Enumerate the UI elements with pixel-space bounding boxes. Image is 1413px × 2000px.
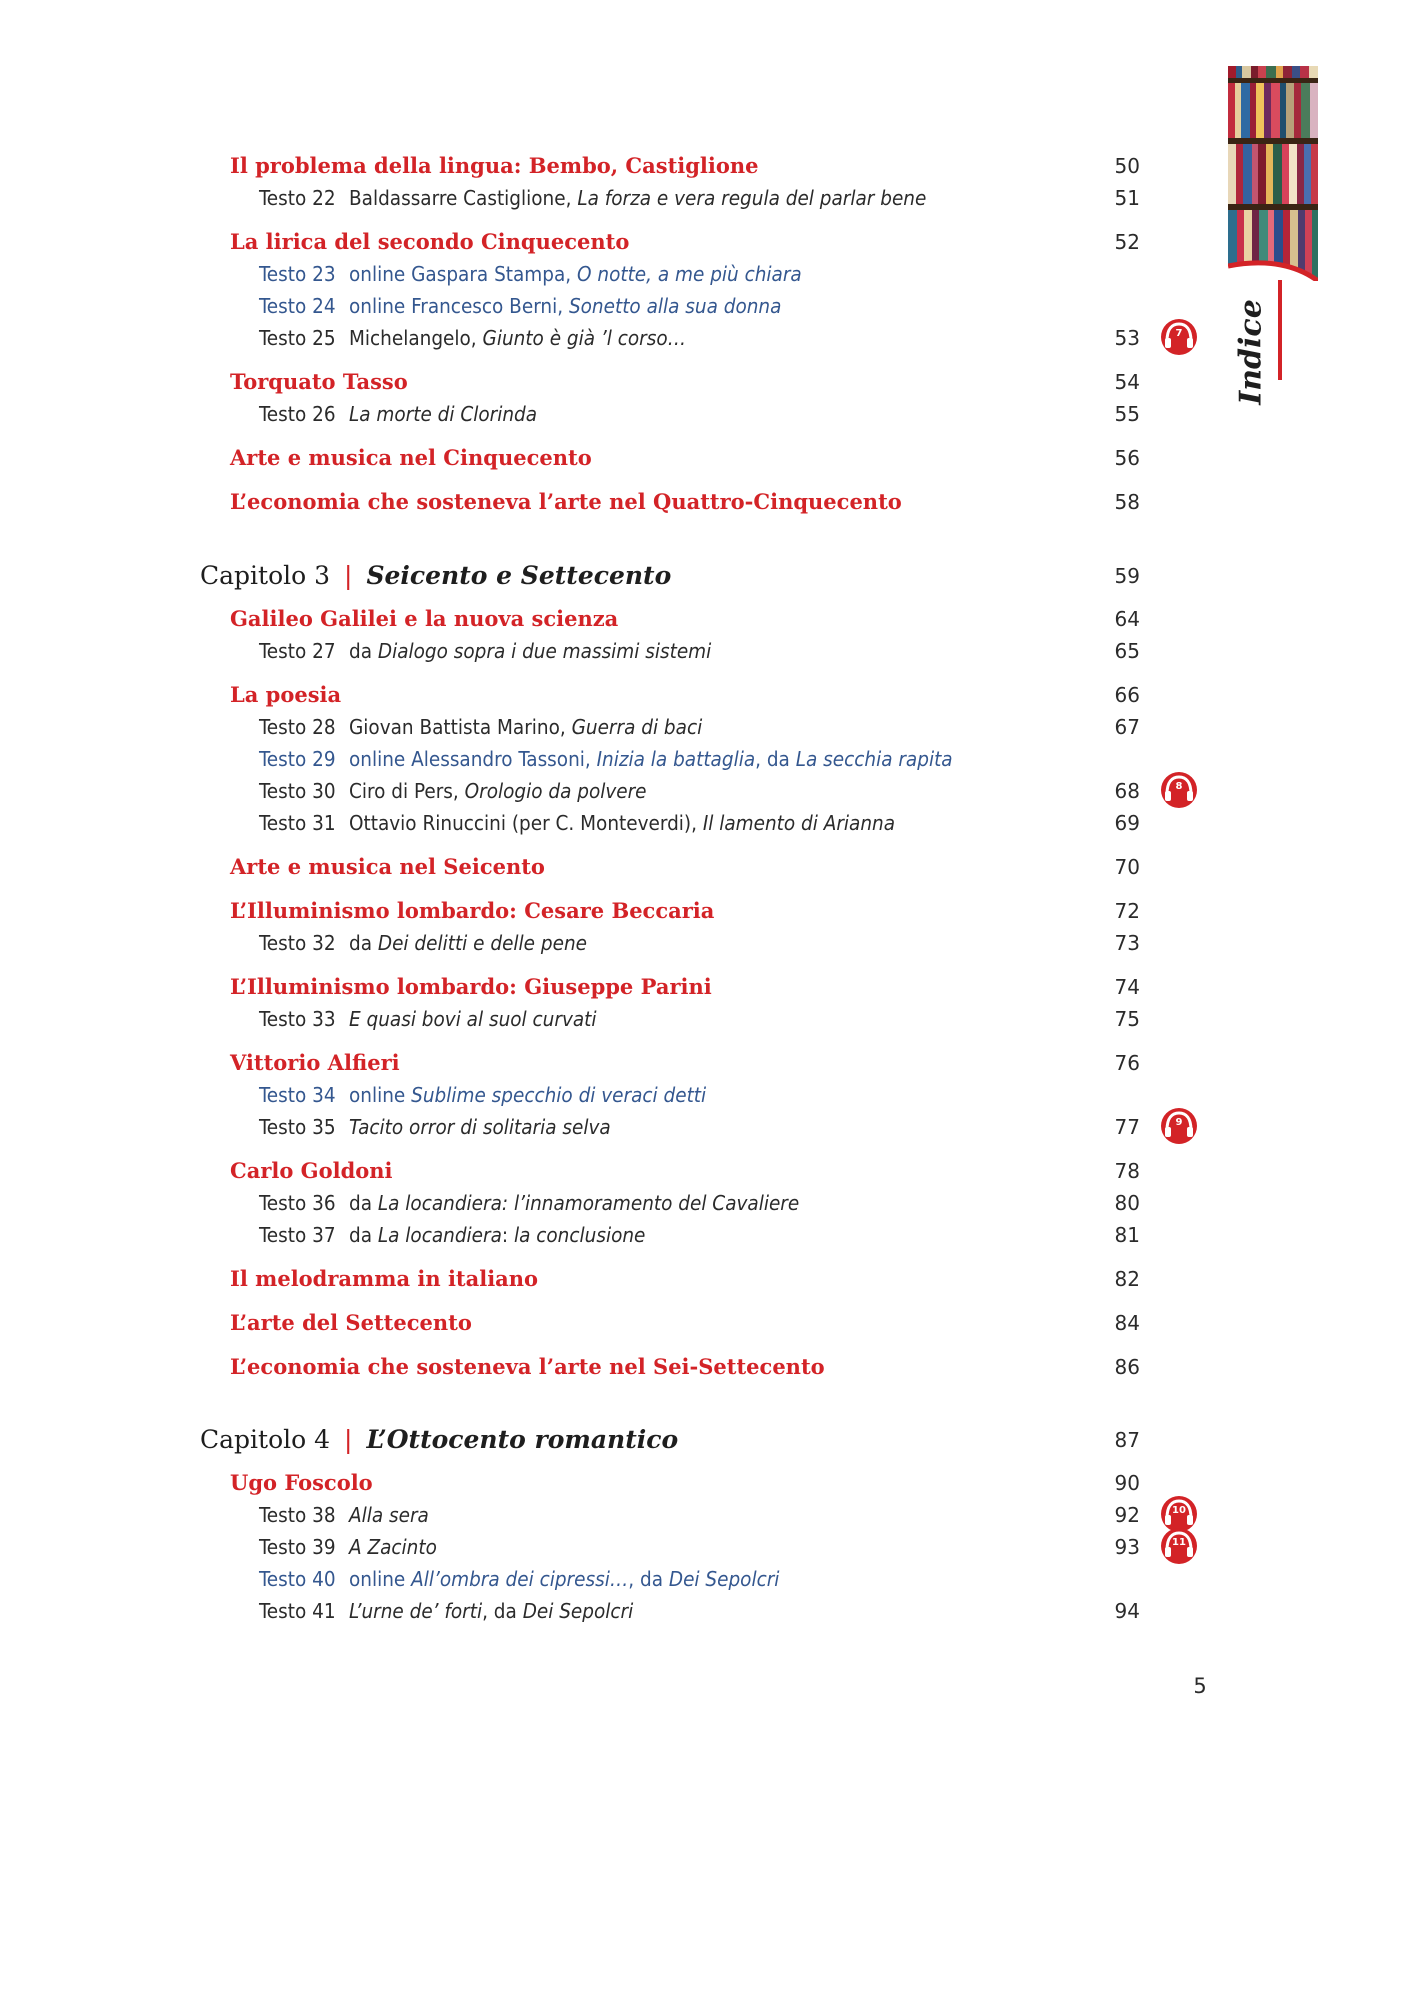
text-entry-label bbox=[259, 1111, 611, 1143]
text-code: Testo 24 bbox=[259, 294, 336, 318]
toc-section-entry[interactable] bbox=[0, 1351, 1413, 1383]
text-code: Testo 36 bbox=[259, 1191, 336, 1215]
section-title: Vittorio Alfieri bbox=[230, 1050, 400, 1075]
page-ref: 59 bbox=[1114, 564, 1140, 588]
headphones-icon[interactable] bbox=[1158, 1526, 1200, 1566]
toc-text-entry[interactable] bbox=[0, 775, 1413, 807]
page-ref: 92 bbox=[1114, 1503, 1140, 1527]
page-ref: 87 bbox=[1114, 1428, 1140, 1452]
text-entry-label bbox=[259, 711, 702, 743]
text-code: Testo 41 bbox=[259, 1599, 336, 1623]
entry-text: , da bbox=[482, 1599, 523, 1623]
entry-text: online Gaspara Stampa, bbox=[349, 262, 578, 286]
text-code: Testo 40 bbox=[259, 1567, 336, 1591]
page-ref: 56 bbox=[1114, 446, 1140, 470]
page-ref: 77 bbox=[1114, 1115, 1140, 1139]
section-title: Torquato Tasso bbox=[230, 369, 408, 394]
headphones-icon[interactable] bbox=[1158, 317, 1200, 357]
page-ref: 78 bbox=[1114, 1159, 1140, 1183]
page-ref: 69 bbox=[1114, 811, 1140, 835]
toc-section-entry[interactable] bbox=[0, 603, 1413, 635]
page-ref: 66 bbox=[1114, 683, 1140, 707]
toc-text-entry[interactable] bbox=[0, 635, 1413, 667]
work-title: Dialogo sopra i due massimi sistemi bbox=[377, 639, 712, 663]
text-code: Testo 29 bbox=[259, 747, 336, 771]
work-title: Dei Sepolcri bbox=[522, 1599, 634, 1623]
text-entry-label bbox=[259, 807, 895, 839]
entry-text: Giovan Battista Marino, bbox=[349, 715, 572, 739]
section-title: Il melodramma in italiano bbox=[230, 1266, 539, 1291]
text-entry-label bbox=[259, 290, 781, 322]
page-ref: 54 bbox=[1114, 370, 1140, 394]
section-title: Ugo Foscolo bbox=[230, 1470, 373, 1495]
work-title: Giunto è già ’l corso… bbox=[482, 326, 687, 350]
entry-text: online bbox=[349, 1083, 412, 1107]
toc-text-entry[interactable] bbox=[0, 1003, 1413, 1035]
work-title: Tacito orror di solitaria selva bbox=[349, 1115, 611, 1139]
chapter-divider: | bbox=[344, 561, 353, 590]
text-entry-label bbox=[259, 927, 587, 959]
section-title: La poesia bbox=[230, 682, 342, 707]
toc-online-text-entry[interactable] bbox=[0, 258, 1413, 290]
work-title: Inizia la battaglia bbox=[596, 747, 756, 771]
section-title: Galileo Galilei e la nuova scienza bbox=[230, 606, 619, 631]
work-title: La locandiera: l’innamoramento del Cavaliere bbox=[377, 1191, 800, 1215]
page-ref: 67 bbox=[1114, 715, 1140, 739]
audio-track-number: 8 bbox=[1175, 781, 1183, 792]
text-entry-label bbox=[259, 1219, 645, 1251]
entry-text: Ciro di Pers, bbox=[349, 779, 465, 803]
toc-section-entry[interactable] bbox=[0, 1047, 1413, 1079]
entry-text: Michelangelo, bbox=[349, 326, 483, 350]
chapter-heading bbox=[200, 1420, 678, 1460]
toc-section-entry[interactable] bbox=[0, 1307, 1413, 1339]
entry-text: , da bbox=[628, 1567, 669, 1591]
audio-track-number: 11 bbox=[1172, 1537, 1186, 1548]
work-title: Orologio da polvere bbox=[464, 779, 647, 803]
toc-text-entry[interactable] bbox=[0, 1531, 1413, 1563]
toc-text-entry[interactable] bbox=[0, 807, 1413, 839]
section-title: Il problema della lingua: Bembo, Castiglione bbox=[230, 153, 759, 178]
page-ref: 65 bbox=[1114, 639, 1140, 663]
text-entry-label bbox=[259, 1187, 799, 1219]
entry-text: online bbox=[349, 1567, 412, 1591]
text-code: Testo 31 bbox=[259, 811, 336, 835]
text-entry-label bbox=[259, 635, 711, 667]
page-ref: 73 bbox=[1114, 931, 1140, 955]
section-title: L’arte del Settecento bbox=[230, 1310, 472, 1335]
toc-section-entry[interactable] bbox=[0, 150, 1413, 182]
toc-text-entry[interactable] bbox=[0, 1499, 1413, 1531]
audio-track-number: 9 bbox=[1175, 1117, 1183, 1128]
work-title: Alla sera bbox=[349, 1503, 429, 1527]
work-title: Guerra di baci bbox=[571, 715, 703, 739]
toc-online-text-entry[interactable] bbox=[0, 1079, 1413, 1111]
page-ref: 93 bbox=[1114, 1535, 1140, 1559]
work-title: Sonetto alla sua donna bbox=[568, 294, 782, 318]
text-code: Testo 25 bbox=[259, 326, 336, 350]
text-code: Testo 35 bbox=[259, 1115, 336, 1139]
page-ref: 84 bbox=[1114, 1311, 1140, 1335]
toc-text-entry[interactable] bbox=[0, 1595, 1413, 1627]
chapter-heading bbox=[200, 556, 671, 596]
text-code: Testo 37 bbox=[259, 1223, 336, 1247]
entry-text: da bbox=[349, 1223, 378, 1247]
toc-text-entry[interactable] bbox=[0, 711, 1413, 743]
entry-text: da bbox=[349, 1191, 378, 1215]
side-tab-label: Indice bbox=[1233, 299, 1269, 405]
toc-chapter-entry[interactable] bbox=[0, 1420, 1413, 1460]
toc-chapter-entry[interactable] bbox=[0, 556, 1413, 596]
text-code: Testo 22 bbox=[259, 186, 336, 210]
chapter-divider: | bbox=[344, 1425, 353, 1454]
toc-text-entry[interactable] bbox=[0, 1111, 1413, 1143]
work-title: Dei Sepolcri bbox=[668, 1567, 780, 1591]
page-ref: 82 bbox=[1114, 1267, 1140, 1291]
section-title: L’Illuminismo lombardo: Cesare Beccaria bbox=[230, 898, 715, 923]
text-code: Testo 33 bbox=[259, 1007, 336, 1031]
chapter-title: Seicento e Settecento bbox=[366, 561, 672, 590]
page-ref: 90 bbox=[1114, 1471, 1140, 1495]
text-entry-label bbox=[259, 775, 647, 807]
work-title: la conclusione bbox=[513, 1223, 646, 1247]
text-code: Testo 34 bbox=[259, 1083, 336, 1107]
toc-text-entry[interactable] bbox=[0, 1219, 1413, 1251]
text-code: Testo 27 bbox=[259, 639, 336, 663]
page-ref: 55 bbox=[1114, 402, 1140, 426]
text-entry-label bbox=[259, 743, 953, 775]
text-code: Testo 26 bbox=[259, 402, 336, 426]
audio-track-number: 10 bbox=[1172, 1505, 1186, 1516]
text-entry-label bbox=[259, 398, 537, 430]
entry-text: online Francesco Berni, bbox=[349, 294, 569, 318]
entry-text: online Alessandro Tassoni, bbox=[349, 747, 597, 771]
work-title: La secchia rapita bbox=[795, 747, 953, 771]
page-ref: 75 bbox=[1114, 1007, 1140, 1031]
toc-section-entry[interactable] bbox=[0, 1467, 1413, 1499]
page-ref: 53 bbox=[1114, 326, 1140, 350]
toc-section-entry[interactable] bbox=[0, 442, 1413, 474]
text-entry-label bbox=[259, 1563, 779, 1595]
toc-text-entry[interactable] bbox=[0, 322, 1413, 354]
page-ref: 72 bbox=[1114, 899, 1140, 923]
entry-text: : bbox=[501, 1223, 514, 1247]
text-code: Testo 23 bbox=[259, 262, 336, 286]
section-title: La lirica del secondo Cinquecento bbox=[230, 229, 630, 254]
page-ref: 76 bbox=[1114, 1051, 1140, 1075]
page-ref: 58 bbox=[1114, 490, 1140, 514]
section-title: L’economia che sosteneva l’arte nel Quattro-Cinquecento bbox=[230, 489, 902, 514]
text-entry-label bbox=[259, 1079, 706, 1111]
text-code: Testo 30 bbox=[259, 779, 336, 803]
entry-text: , da bbox=[755, 747, 796, 771]
entry-text: da bbox=[349, 931, 378, 955]
work-title: L’urne de’ forti bbox=[349, 1599, 483, 1623]
section-title: Carlo Goldoni bbox=[230, 1158, 393, 1183]
section-title: L’economia che sosteneva l’arte nel Sei-Settecento bbox=[230, 1354, 825, 1379]
toc-section-entry[interactable] bbox=[0, 366, 1413, 398]
page-ref: 81 bbox=[1114, 1223, 1140, 1247]
page-ref: 50 bbox=[1114, 154, 1140, 178]
entry-text: Baldassarre Castiglione, bbox=[349, 186, 578, 210]
work-title: A Zacinto bbox=[349, 1535, 437, 1559]
toc-online-text-entry[interactable] bbox=[0, 743, 1413, 775]
toc-text-entry[interactable] bbox=[0, 182, 1413, 214]
work-title: La morte di Clorinda bbox=[349, 402, 538, 426]
toc-section-entry[interactable] bbox=[0, 851, 1413, 883]
section-title: Arte e musica nel Cinquecento bbox=[230, 445, 592, 470]
text-code: Testo 39 bbox=[259, 1535, 336, 1559]
work-title: O notte, a me più chiara bbox=[577, 262, 802, 286]
page-ref: 94 bbox=[1114, 1599, 1140, 1623]
entry-text: Ottavio Rinuccini (per C. Monteverdi), bbox=[349, 811, 703, 835]
page-ref: 74 bbox=[1114, 975, 1140, 999]
chapter-label: Capitolo 3 bbox=[200, 561, 331, 590]
text-entry-label bbox=[259, 1499, 429, 1531]
text-entry-label bbox=[259, 258, 802, 290]
text-entry-label bbox=[259, 1003, 597, 1035]
work-title: La locandiera bbox=[377, 1223, 502, 1247]
page-ref: 70 bbox=[1114, 855, 1140, 879]
section-title: Arte e musica nel Seicento bbox=[230, 854, 545, 879]
work-title: Il lamento di Arianna bbox=[702, 811, 896, 835]
toc-text-entry[interactable] bbox=[0, 398, 1413, 430]
toc-online-text-entry[interactable] bbox=[0, 290, 1413, 322]
toc-section-entry[interactable] bbox=[0, 971, 1413, 1003]
text-entry-label bbox=[259, 182, 926, 214]
toc-text-entry[interactable] bbox=[0, 1187, 1413, 1219]
entry-text: da bbox=[349, 639, 378, 663]
toc-section-entry[interactable] bbox=[0, 486, 1413, 518]
text-entry-label bbox=[259, 322, 686, 354]
work-title: E quasi bovi al suol curvati bbox=[349, 1007, 597, 1031]
toc-section-entry[interactable] bbox=[0, 895, 1413, 927]
page-ref: 80 bbox=[1114, 1191, 1140, 1215]
text-entry-label bbox=[259, 1595, 633, 1627]
text-code: Testo 28 bbox=[259, 715, 336, 739]
audio-track-number: 7 bbox=[1175, 328, 1183, 339]
page-ref: 51 bbox=[1114, 186, 1140, 210]
toc-online-text-entry[interactable] bbox=[0, 1563, 1413, 1595]
page-ref: 86 bbox=[1114, 1355, 1140, 1379]
page-ref: 68 bbox=[1114, 779, 1140, 803]
page-ref: 64 bbox=[1114, 607, 1140, 631]
toc-section-entry[interactable] bbox=[0, 226, 1413, 258]
toc-section-entry[interactable] bbox=[0, 1155, 1413, 1187]
work-title: All’ombra dei cipressi… bbox=[411, 1567, 629, 1591]
headphones-icon[interactable] bbox=[1158, 1106, 1200, 1146]
toc-text-entry[interactable] bbox=[0, 927, 1413, 959]
text-code: Testo 32 bbox=[259, 931, 336, 955]
page-ref: 52 bbox=[1114, 230, 1140, 254]
work-title: Sublime specchio di veraci detti bbox=[411, 1083, 707, 1107]
toc-section-entry[interactable] bbox=[0, 679, 1413, 711]
text-code: Testo 38 bbox=[259, 1503, 336, 1527]
headphones-icon[interactable] bbox=[1158, 770, 1200, 810]
chapter-label: Capitolo 4 bbox=[200, 1425, 331, 1454]
work-title: La forza e vera regula del parlar bene bbox=[577, 186, 927, 210]
section-title: L’Illuminismo lombardo: Giuseppe Parini bbox=[230, 974, 712, 999]
page-number: 5 bbox=[1193, 1674, 1207, 1698]
chapter-title: L’Ottocento romantico bbox=[366, 1425, 679, 1454]
work-title: Dei delitti e delle pene bbox=[377, 931, 587, 955]
text-entry-label bbox=[259, 1531, 437, 1563]
toc-section-entry[interactable] bbox=[0, 1263, 1413, 1295]
